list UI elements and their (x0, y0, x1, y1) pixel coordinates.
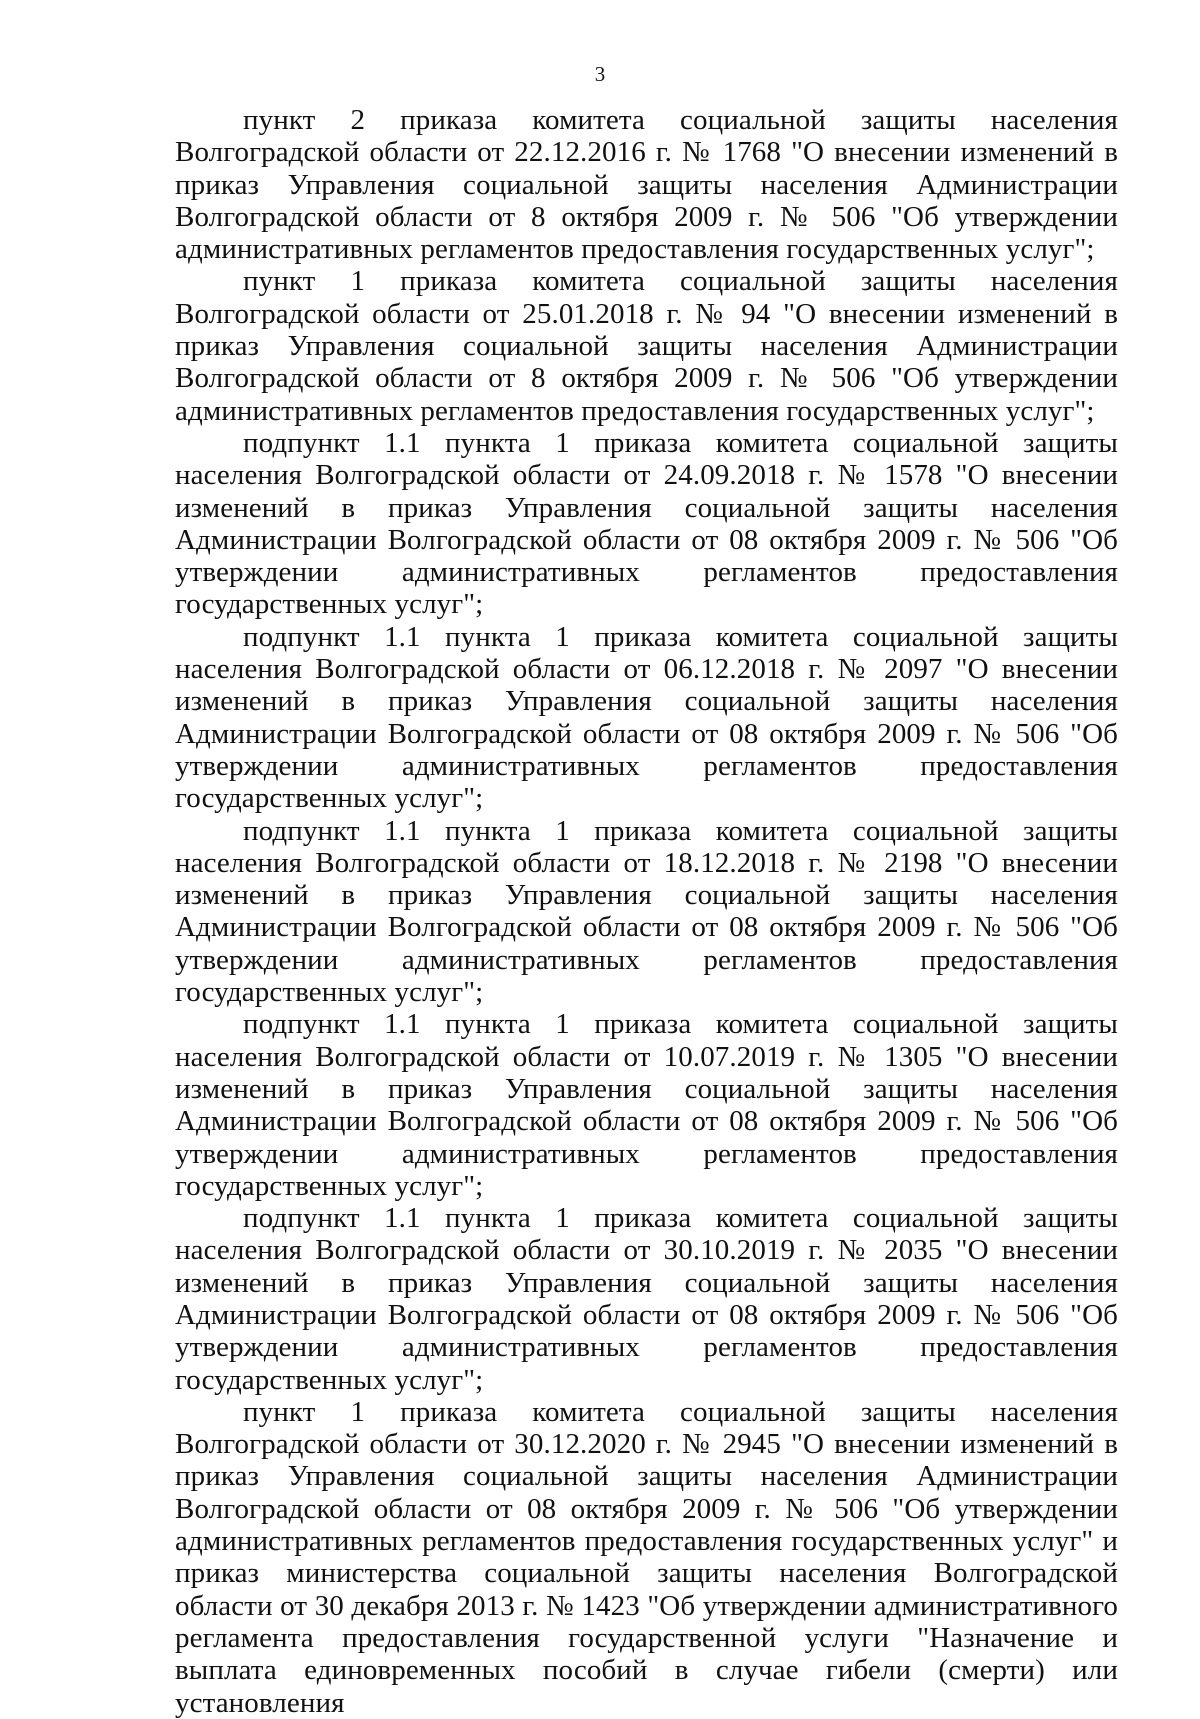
page-number: 3 (594, 62, 606, 86)
paragraph: подпункт 1.1 пункта 1 приказа комитета социальной защиты населения Волгоградской области от 30.10.2019 г. № 2035 "О внесении изменений в приказ Управления социальной защиты населения Администрации Волгоградской области от 08 октября 2009 г. № 506 "Об утверждении административных регламентов предоставления государственных услуг"; (175, 1202, 1118, 1396)
paragraph: подпункт 1.1 пункта 1 приказа комитета социальной защиты населения Волгоградской области от 24.09.2018 г. № 1578 "О внесении изменений в приказ Управления социальной защиты населения Администрации Волгоградской области от 08 октября 2009 г. № 506 "Об утверждении административных регламентов предоставления государственных услуг"; (175, 426, 1118, 621)
paragraph: пункт 2 приказа комитета социальной защиты населения Волгоградской области от 22.12.2016 г. № 1768 "О внесении изменений в приказ Управления социальной защиты населения Администрации Волгоградской области от 8 октября 2009 г. № 506 "Об утверждении административных регламентов предоставления государственных услуг"; (175, 104, 1118, 266)
paragraph: подпункт 1.1 пункта 1 приказа комитета социальной защиты населения Волгоградской области от 06.12.2018 г. № 2097 "О внесении изменений в приказ Управления социальной защиты населения Администрации Волгоградской области от 08 октября 2009 г. № 506 "Об утверждении административных регламентов предоставления государственных услуг"; (175, 620, 1118, 815)
paragraph: подпункт 1.1 пункта 1 приказа комитета социальной защиты населения Волгоградской области от 10.07.2019 г. № 1305 "О внесении изменений в приказ Управления социальной защиты населения Администрации Волгоградской области от 08 октября 2009 г. № 506 "Об утверждении административных регламентов предоставления государственных услуг"; (175, 1008, 1118, 1202)
paragraph: подпункт 1.1 пункта 1 приказа комитета социальной защиты населения Волгоградской области от 18.12.2018 г. № 2198 "О внесении изменений в приказ Управления социальной защиты населения Администрации Волгоградской области от 08 октября 2009 г. № 506 "Об утверждении административных регламентов предоставления государственных услуг"; (175, 814, 1118, 1009)
paragraph: пункт 1 приказа комитета социальной защиты населения Волгоградской области от 30.12.2020 г. № 2945 "О внесении изменений в приказ Управления социальной защиты населения Администрации Волгоградской области от 08 октября 2009 г. № 506 "Об утверждении административных регламентов предоставления государственных услуг" и приказ министерства социальной защиты населения Волгоградской области от 30 декабря 2013 г. № 1423 "Об утверждении административного регламента предоставления государственной услуги "Назначение и выплата единовременных пособий в случае гибели (смерти) или установления (175, 1395, 1118, 1719)
paragraph: пункт 1 приказа комитета социальной защиты населения Волгоградской области от 25.01.2018 г. № 94 "О внесении изменений в приказ Управления социальной защиты населения Администрации Волгоградской области от 8 октября 2009 г. № 506 "Об утверждении административных регламентов предоставления государственных услуг"; (175, 265, 1118, 427)
document-body (175, 104, 1118, 1719)
